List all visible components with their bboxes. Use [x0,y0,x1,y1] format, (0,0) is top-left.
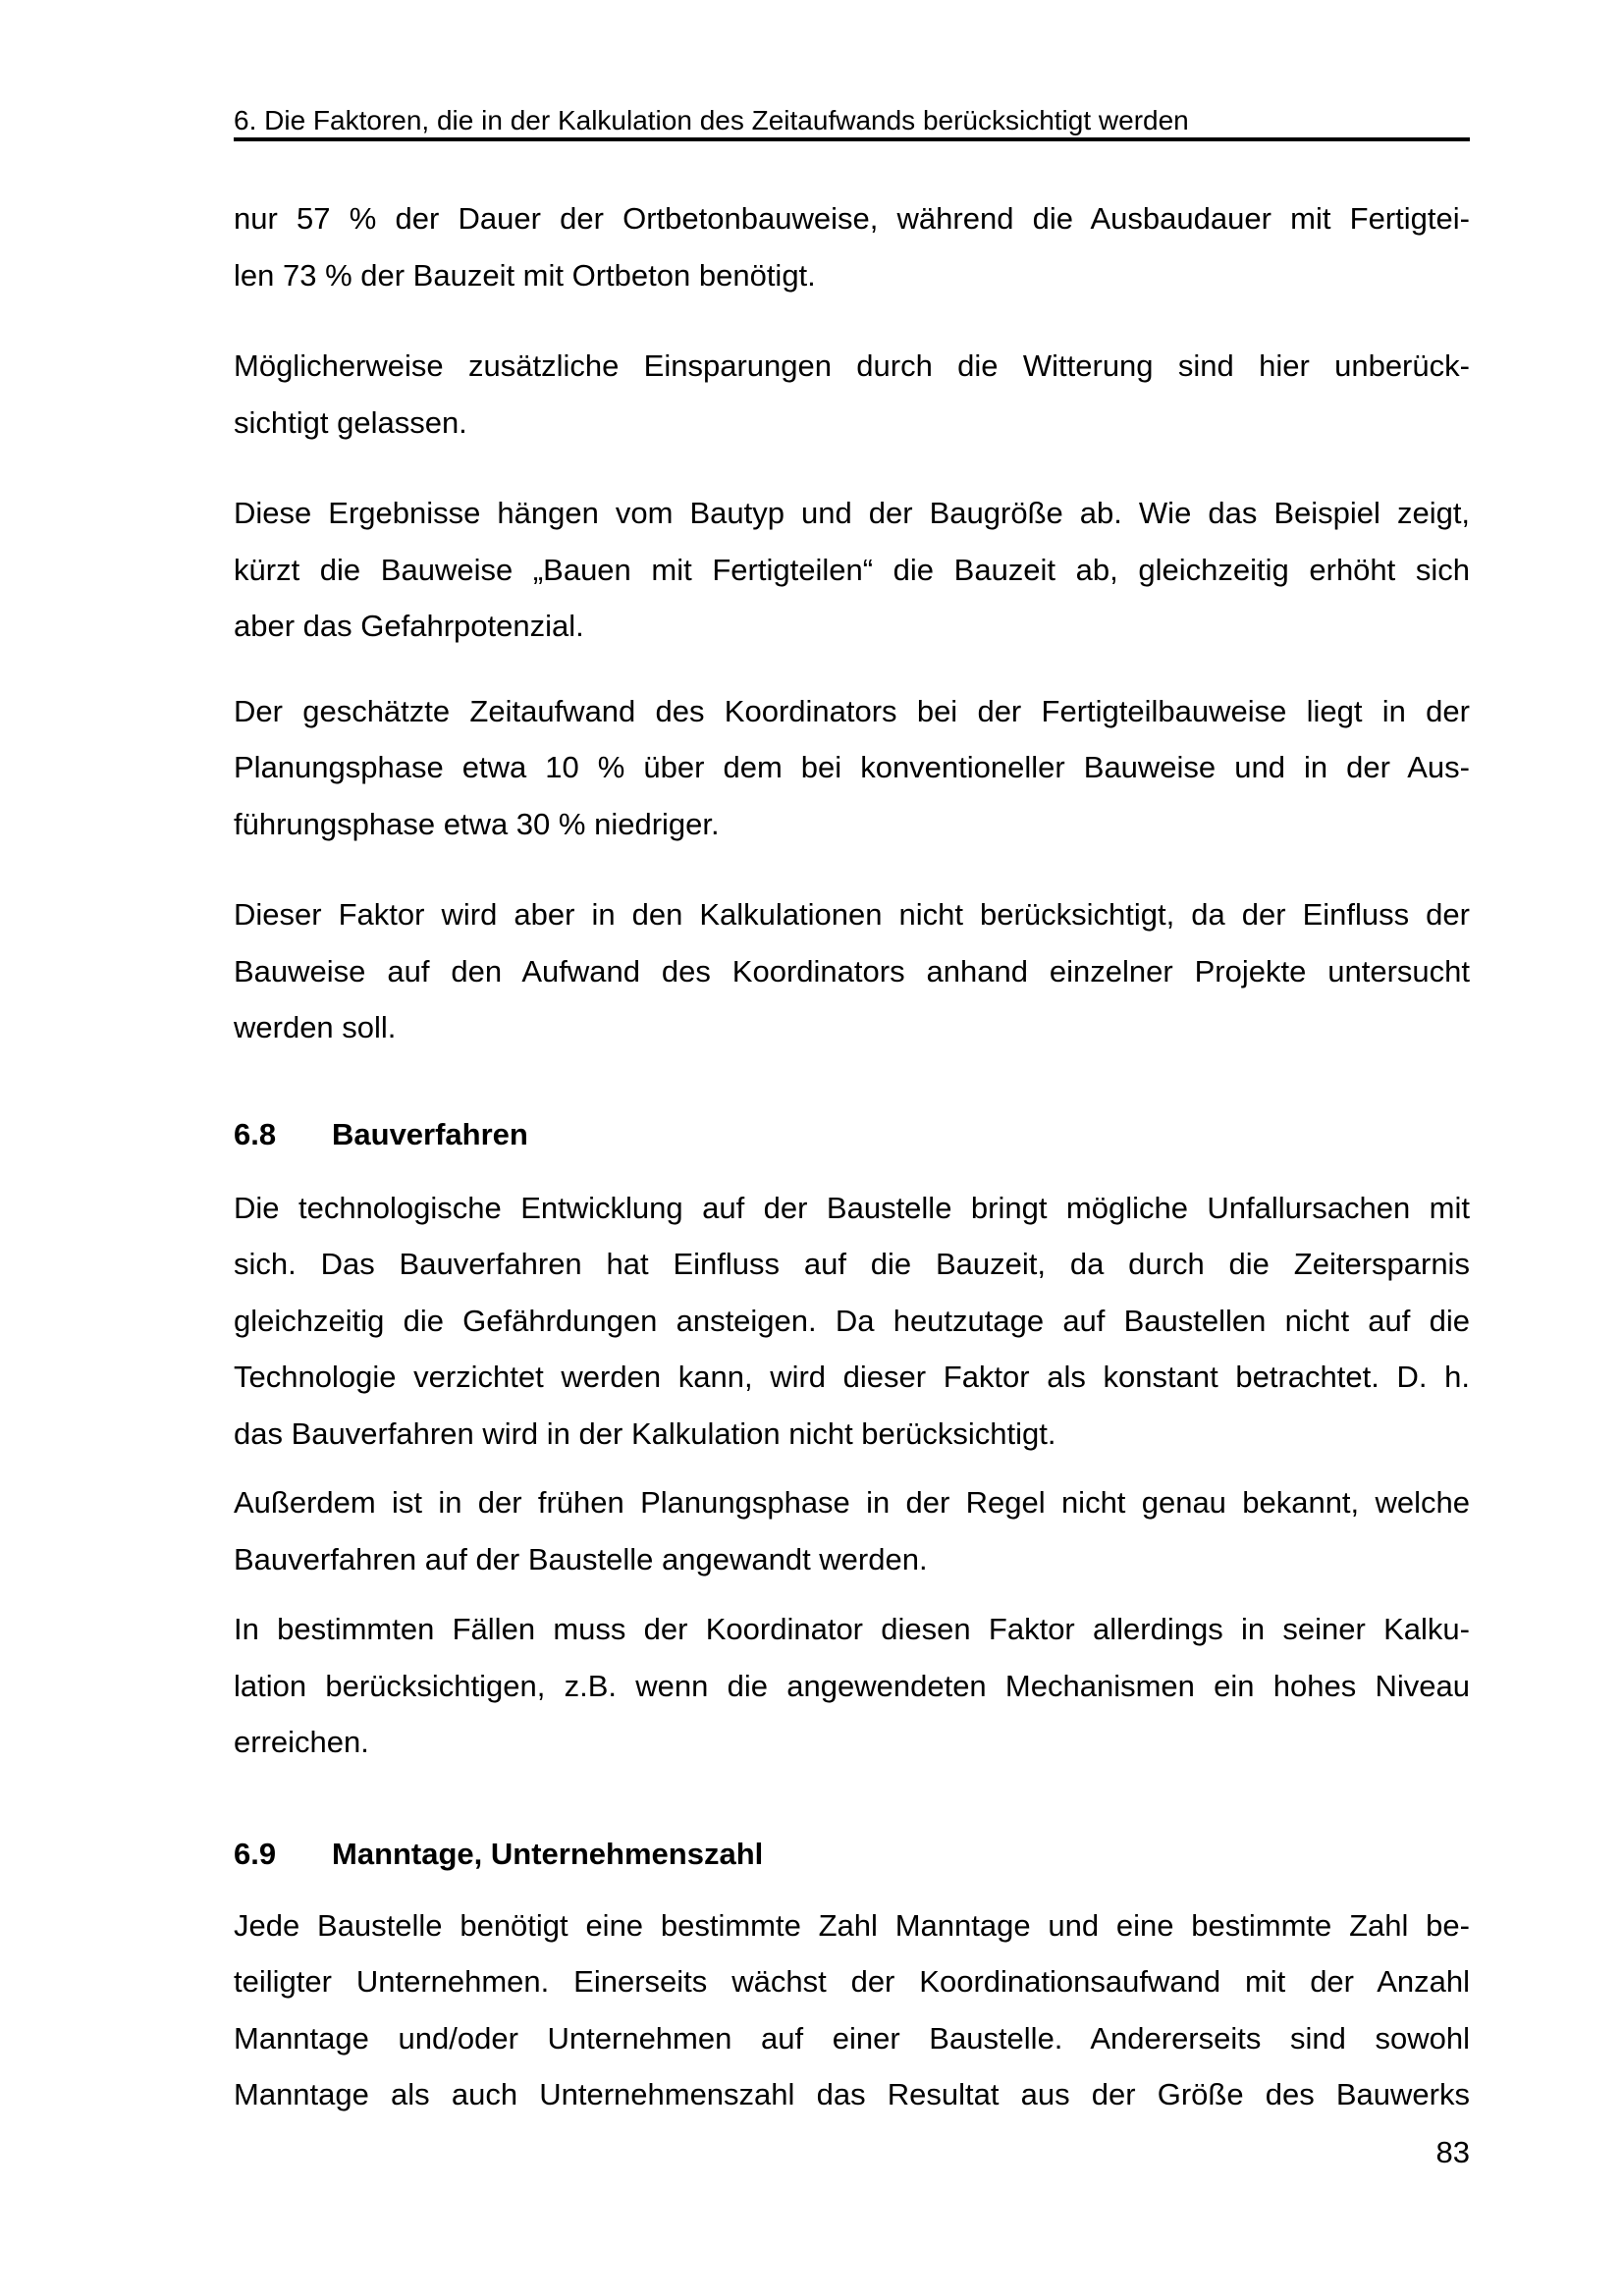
text-line: lation berücksichtigen, z.B. wenn die angewendeten Mechanismen ein hohes Niveau [234,1668,1470,1703]
text-line: teiligter Unternehmen. Einerseits wächst der Koordinationsaufwand mit der Anzahl [234,1964,1470,1999]
text-line: Planungsphase etwa 10 % über dem bei konventioneller Bauweise und in der Aus- [234,750,1470,784]
paragraph [234,485,1470,655]
running-header-text: 6. Die Faktoren, die in der Kalkulation des Zeitaufwands berücksichtigt werden [234,105,1189,135]
text-line: Technologie verzichtet werden kann, wird dieser Faktor als konstant betrachtet. D. h. [234,1360,1470,1394]
running-header [234,104,1470,141]
text-line: Manntage und/oder Unternehmen auf einer Baustelle. Andererseits sind sowohl [234,2020,1471,2056]
text-line: werden soll. [234,1010,397,1044]
paragraph [234,1474,1470,1587]
text-line: Bauweise auf den Aufwand des Koordinators anhand einzelner Projekte untersucht [234,953,1471,988]
page-number: 83 [1435,2134,1470,2169]
text-line: aber das Gefahrpotenzial. [234,609,584,643]
section-title: Manntage, Unternehmenszahl [332,1836,764,1871]
text-line: Der geschätzte Zeitaufwand des Koordinators bei der Fertigteilbauweise liegt in der [234,693,1470,728]
text-line: Jede Baustelle benötigt eine bestimmte Zahl Manntage und eine bestimmte Zahl be- [234,1907,1470,1943]
section-title: Bauverfahren [332,1116,528,1151]
paragraph [234,1897,1470,2123]
paragraph [234,886,1470,1056]
paragraph [234,1601,1470,1771]
text-line: kürzt die Bauweise „Bauen mit Fertigteilen“ die Bauzeit ab, gleichzeitig erhöht sich [234,552,1471,587]
text-line: Die technologische Entwicklung auf der Baustelle bringt mögliche Unfallursachen mit [234,1190,1470,1225]
text-line: Manntage als auch Unternehmenszahl das Resultat aus der Größe des Bauwerks [234,2077,1470,2111]
text-line: sichtigt gelassen. [234,404,467,440]
text-line: gleichzeitig die Gefährdungen ansteigen. Da heutzutage auf Baustellen nicht auf die [234,1303,1470,1338]
text-line: das Bauverfahren wird in der Kalkulation nicht berücksichtigt. [234,1415,1056,1451]
section-heading-6-8 [234,1115,1470,1154]
text-line: Diese Ergebnisse hängen vom Bautyp und der Baugröße ab. Wie das Beispiel zeigt, [234,496,1471,530]
text-line: Außerdem ist in der frühen Planungsphase in der Regel nicht genau bekannt, welche [234,1485,1470,1520]
paragraph [234,190,1470,303]
text-line: In bestimmten Fällen muss der Koordinator diesen Faktor allerdings in seiner Kalku- [234,1612,1470,1646]
text-line: führungsphase etwa 30 % niedriger. [234,806,720,841]
section-number: 6.8 [234,1116,277,1151]
text-line: len 73 % der Bauzeit mit Ortbeton benötigt. [234,257,816,293]
paragraph [234,683,1470,853]
section-number: 6.9 [234,1836,277,1871]
paragraph [234,1180,1470,1463]
text-line: sich. Das Bauverfahren hat Einfluss auf die Bauzeit, da durch die Zeitersparnis [234,1247,1470,1281]
text-line: nur 57 % der Dauer der Ortbetonbauweise, während die Ausbaudauer mit Fertigtei- [234,201,1470,236]
text-line: Möglicherweise zusätzliche Einsparungen durch die Witterung sind hier unberück- [234,348,1470,383]
paragraph [234,338,1470,451]
text-line: erreichen. [234,1725,369,1759]
text-line: Bauverfahren auf der Baustelle angewandt werden. [234,1541,928,1576]
section-heading-6-9 [234,1835,1470,1874]
text-line: Dieser Faktor wird aber in den Kalkulationen nicht berücksichtigt, da der Einfluss der [234,897,1470,932]
page-content [234,104,1470,2170]
